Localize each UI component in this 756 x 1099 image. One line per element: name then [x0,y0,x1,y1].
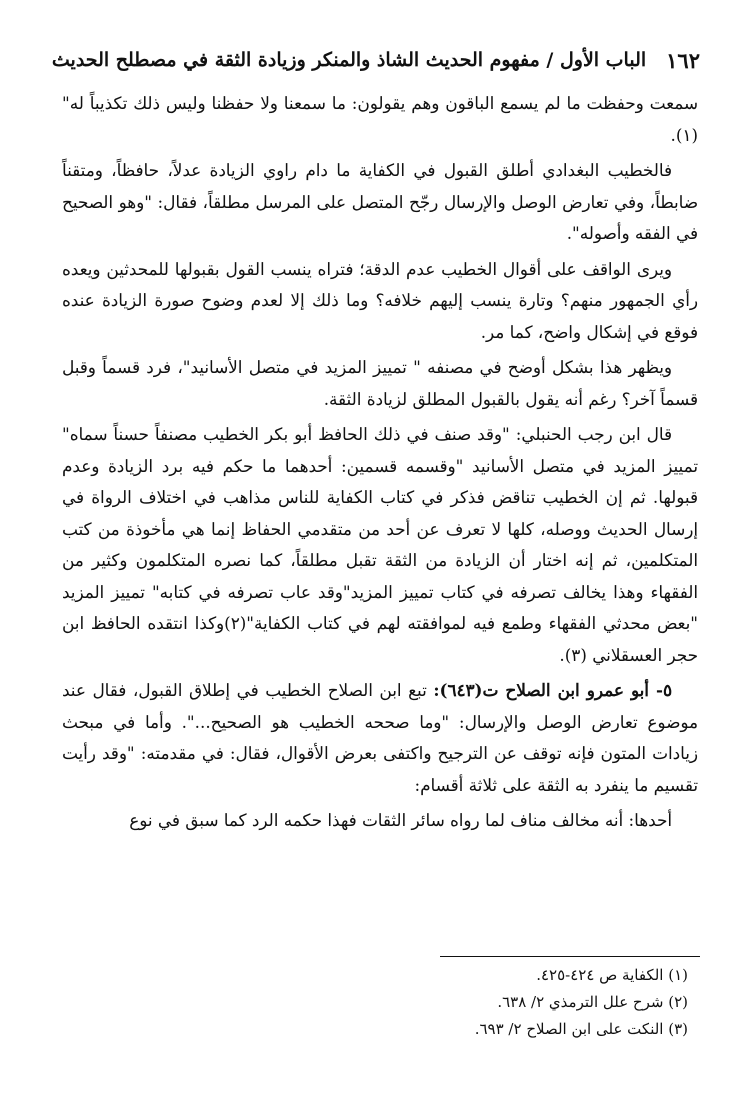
section-paragraph [62,675,698,801]
paragraph: ويرى الواقف على أقوال الخطيب عدم الدقة؛ فتراه ينسب القول بقبولها للمحدثين ويعده رأي الجمهور منهم؟ وتارة ينسب إليهم خلافه؟ وما ذلك إلا لعدم وضوح صورة الزيادة عنده فوقع في إشكال واضح، كما مر. [62,258,698,342]
footnotes [62,962,698,1043]
paragraph: سمعت وحفظت ما لم يسمع الباقون وهم يقولون: ما سمعنا ولا حفظنا وليس ذلك تكذيباً له"(١). [62,93,698,145]
main-text [62,88,698,841]
page-header [51,40,700,80]
footnote: (٢) شرح علل الترمذي ٢/ ٦٣٨. [497,993,688,1011]
paragraph: ويظهر هذا بشكل أوضح في مصنفه " تمييز المزيد في متصل الأسانيد"، فرد قسماً وقبل قسماً آخر؟ رغم أنه يقول بالقبول المطلق لزيادة الثقة. [62,357,698,409]
paragraph: أحدها: أنه مخالف مناف لما رواه سائر الثقات فهذا حكمه الرد كما سبق في نوع [129,810,672,830]
running-title: الباب الأول / مفهوم الحديث الشاذ والمنكر وزيادة الثقة في مصطلح الحديث [51,49,647,71]
page-number: ١٦٢ [666,47,700,73]
footnote: (٣) النكت على ابن الصلاح ٢/ ٦٩٣. [474,1020,688,1038]
paragraph: قال ابن رجب الحنبلي: "وقد صنف في ذلك الحافظ أبو بكر الخطيب مصنفاً حسناً سماه" تمييز المزيد في متصل الأسانيد "وقسمه قسمين: أحدهما ما حكم فيه برد الزيادة وعدم قبولها. ثم إن الخطيب تناقض فذكر في كتاب الكفاية للناس مذاهب في اختلاف الرواة في إرسال الحديث ووصله، كلها لا تعرف عن أحد من متقدمي الحفاظ إنما هي مأخوذة من كتب المتكلمين، ثم إنه اختار أن الزيادة من الثقة تقبل مطلقاً، كما نصره المتكلمون وكثير من الفقهاء وهذا يخالف تصرفه في كتاب تمييز المزيد"وقد عاب تصرفه في كتابه" تمييز المزيد "بعض محدثي الفقهاء وطمع فيه لموافقته لهم في كتاب الكفاية"(٢)وكذا انتقده الحافظ ابن حجر العسقلاني (٣). [62,424,699,665]
footnote: (١) الكفاية ص ٤٢٤-٤٢٥. [536,966,688,984]
paragraph: فالخطيب البغدادي أطلق القبول في الكفاية ما دام راوي الزيادة عدلاً، حافظاً، ومتقناً ضابطاً، وفي تعارض الوصل والإرسال رجّح المتصل على المرسل مطلقاً، فقال: "وهو الصحيح في الفقه وأصوله". [62,160,698,243]
footnote-separator [440,956,700,957]
section-text: تبع ابن الصلاح الخطيب في إطلاق القبول، فقال عند موضوع تعارض الوصل والإرسال: "وما صححه الخطيب هو الصحيح...". وأما في مبحث زيادات المتون فإنه توقف عن الترجيح واكتفى بعرض الأقوال، فقال: في مقدمته: "وقد رأيت تقسيم ما ينفرد به الثقة على ثلاثة أقسام: [62,680,698,795]
section-heading: ٥- أبو عمرو ابن الصلاح ت(٦٤٣): [433,680,673,700]
